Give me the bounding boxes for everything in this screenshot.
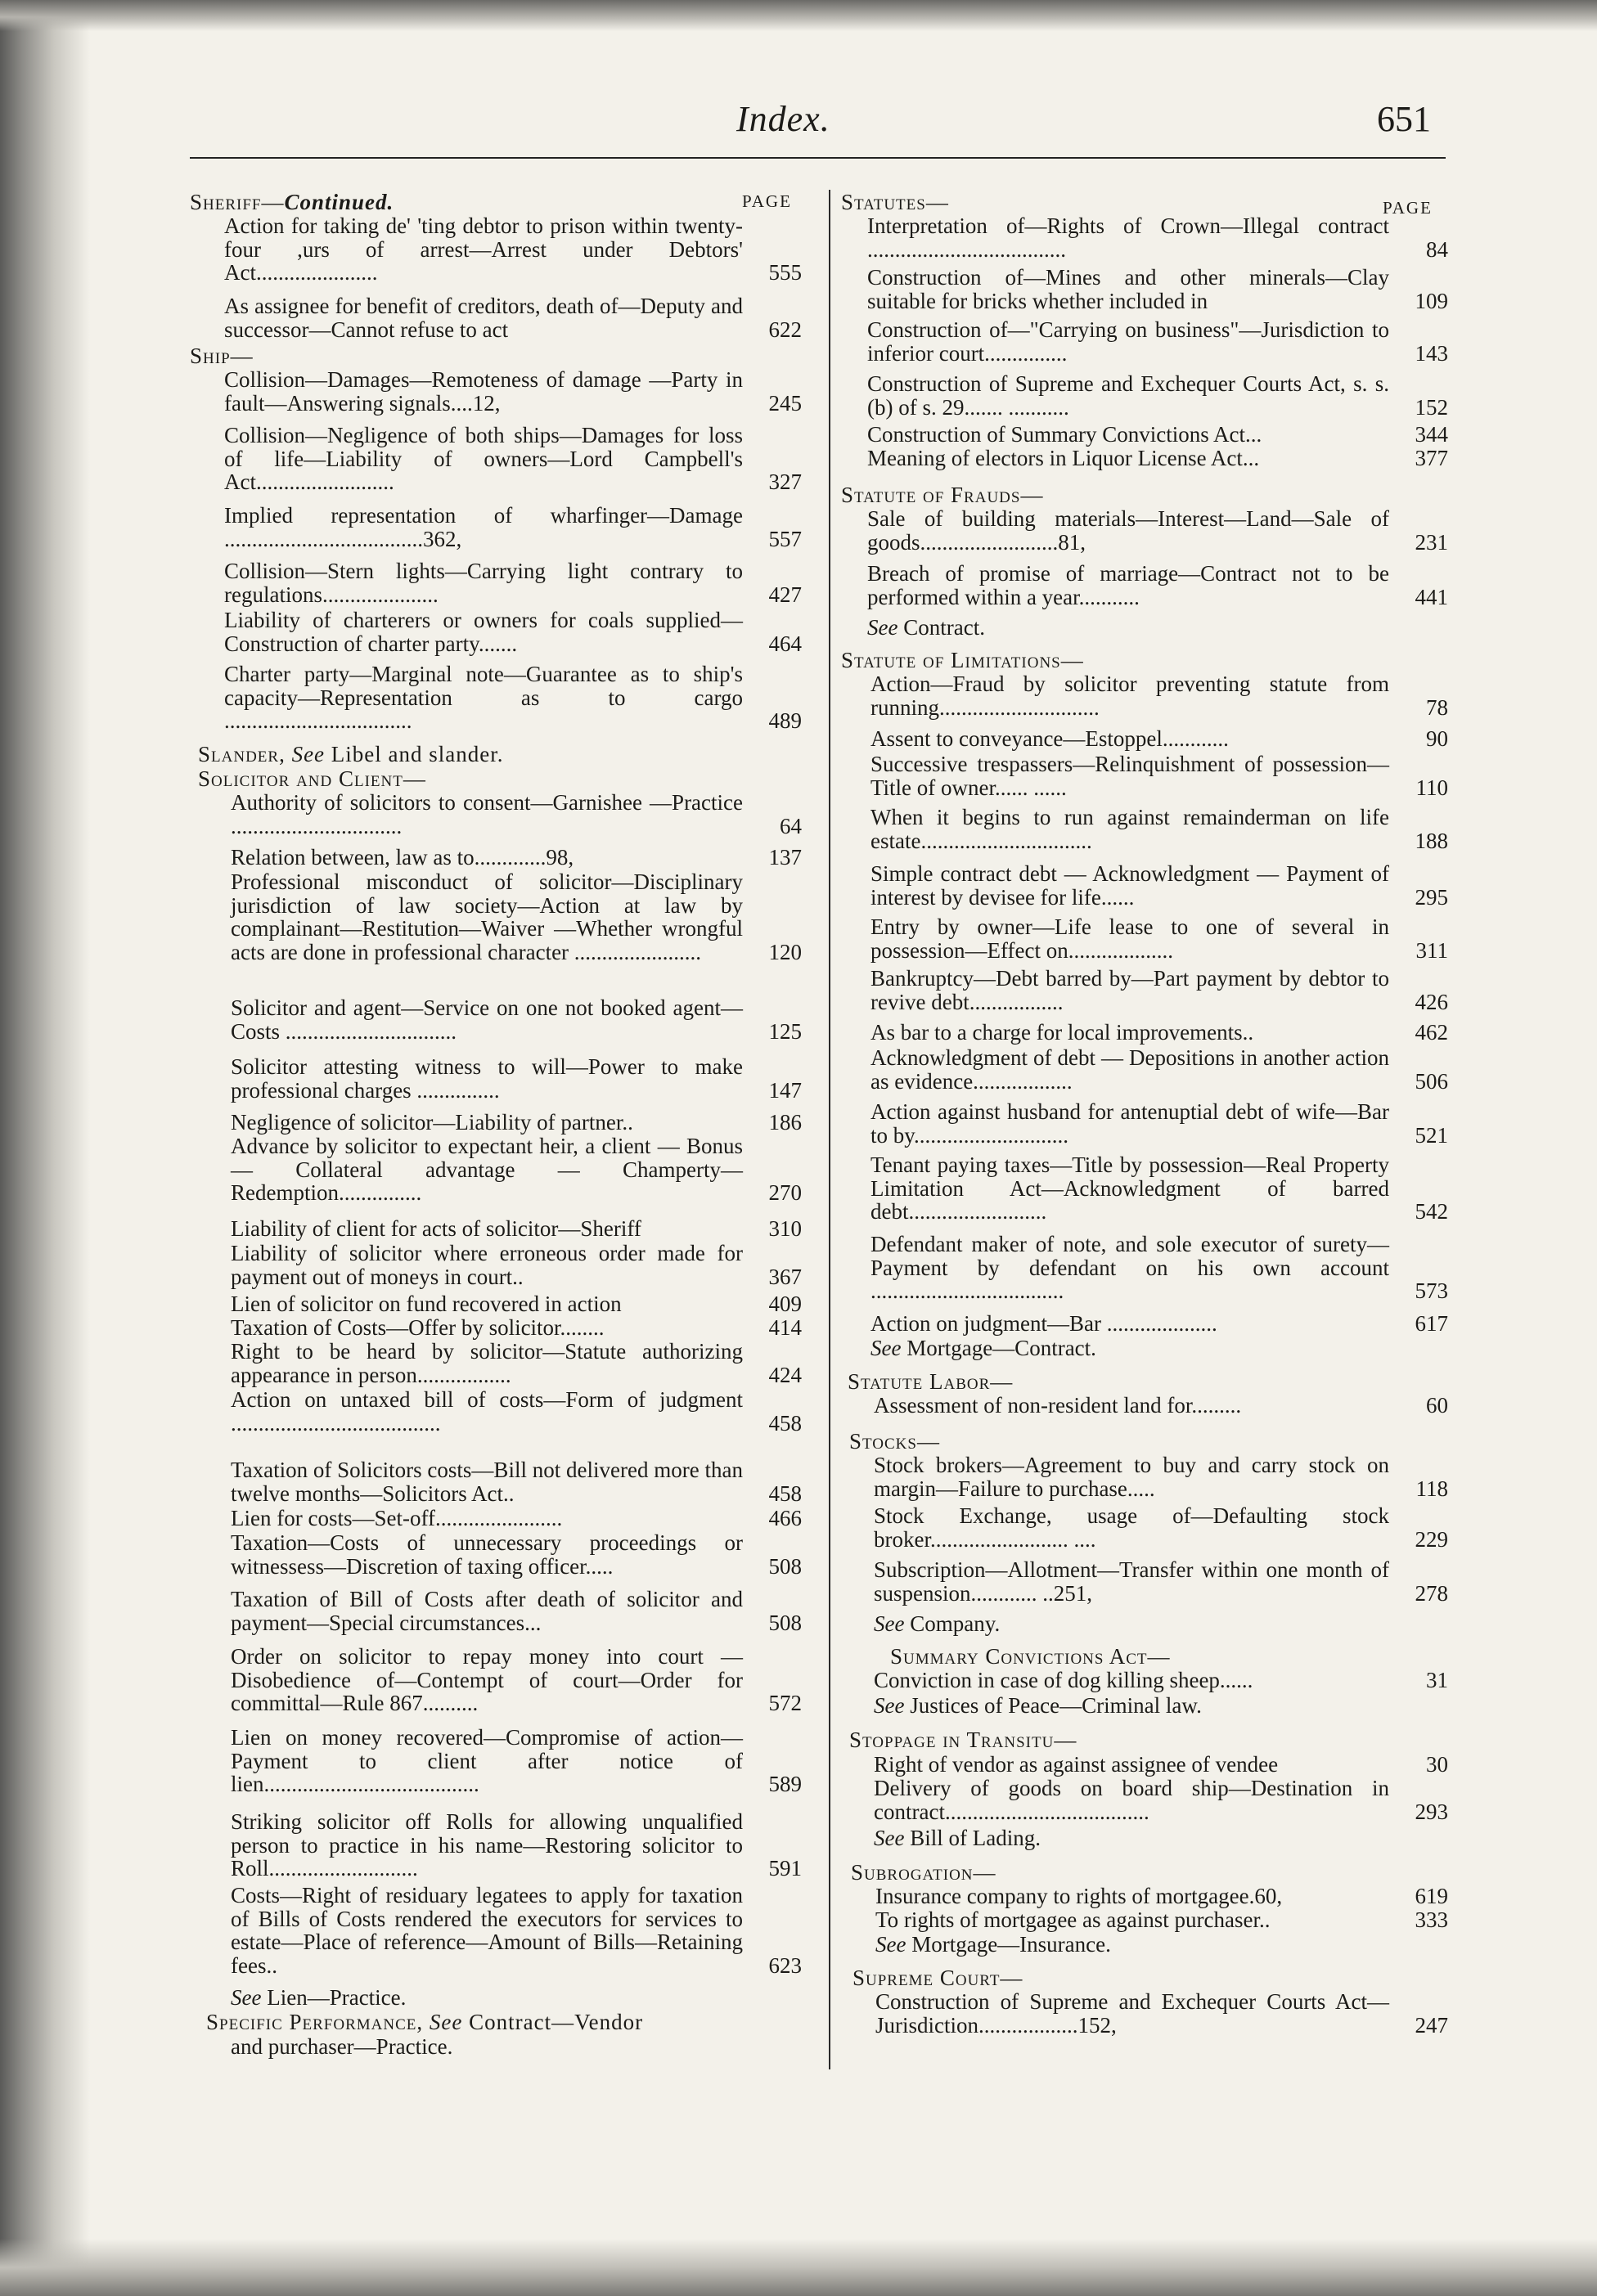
index-heading-sheriff: Sheriff—Continued. bbox=[190, 190, 394, 214]
index-entry: Taxation of Costs—Offer by solicitor........ 414 bbox=[231, 1315, 802, 1340]
see-also-continuation: and purchaser—Practice. bbox=[231, 2034, 453, 2059]
index-entry: Construction of—"Carrying on business"—Jurisdiction to inferior court............... 143 bbox=[867, 317, 1448, 366]
index-entry: As assignee for benefit of creditors, death of—Deputy and successor—Cannot refuse to act 622 bbox=[224, 294, 802, 342]
index-heading-supreme-court: Supreme Court— bbox=[852, 1966, 1023, 1990]
index-entry: Assessment of non-resident land for......... 60 bbox=[874, 1393, 1448, 1418]
index-entry: Solicitor and agent—Service on one not booked agent—Costs ............................... 125 bbox=[231, 995, 802, 1044]
index-entry: Action for taking de' 'ting debtor to prison within twenty-four ,urs of arrest—Arrest under Debtors' Act...................... 555 bbox=[224, 213, 802, 285]
see-also-reference: See Company. bbox=[874, 1611, 1001, 1636]
index-entry: Right of vendor as against assignee of vendee 30 bbox=[874, 1752, 1448, 1777]
index-entry: Right to be heard by solicitor—Statute authorizing appearance in person................. 424 bbox=[231, 1339, 802, 1387]
index-entry: Lien on money recovered—Compromise of action—Payment to client after notice of lien....................................... 589 bbox=[231, 1725, 802, 1797]
index-heading-specific-performance: Specific Performance, See Contract—Vendor bbox=[206, 2010, 644, 2034]
index-entry: Action against husband for antenuptial debt of wife—Bar to by............................ 521 bbox=[870, 1099, 1448, 1148]
column-divider bbox=[829, 190, 830, 2069]
index-entry: Conviction in case of dog killing sheep...... 31 bbox=[874, 1668, 1448, 1692]
index-heading-stocks: Stocks— bbox=[849, 1429, 940, 1454]
scan-edge-bottom bbox=[0, 2239, 1597, 2296]
page-column-label: PAGE bbox=[1383, 198, 1433, 218]
index-entry: Order on solicitor to repay money into court —Disobedience of—Contempt of court—Order for committal—Rule 867.......... 572 bbox=[231, 1644, 802, 1716]
see-also-reference: See Justices of Peace—Criminal law. bbox=[874, 1693, 1202, 1718]
see-also-reference: See Mortgage—Contract. bbox=[870, 1336, 1096, 1360]
index-heading-statutes: Statutes— bbox=[841, 190, 949, 214]
index-entry: Interpretation of—Rights of Crown—Illegal contract .................................... 84 bbox=[867, 213, 1448, 262]
index-heading-solicitor-and-client: Solicitor and Client— bbox=[198, 766, 426, 791]
index-entry: Collision—Negligence of both ships—Damages for loss of life—Liability of owners—Lord Campbell's Act......................... 327 bbox=[224, 423, 802, 495]
index-entry: Simple contract debt — Acknowledgment — Payment of interest by devisee for life...... 295 bbox=[870, 861, 1448, 910]
index-entry: Construction of Supreme and Exchequer Courts Act—Jurisdiction..................152, 247 bbox=[875, 1989, 1448, 2038]
index-entry: Assent to conveyance—Estoppel............ 90 bbox=[870, 726, 1448, 751]
see-also-reference: See Contract. bbox=[867, 615, 985, 640]
index-heading-stoppage-in-transitu: Stoppage in Transitu— bbox=[849, 1728, 1077, 1752]
index-entry: Striking solicitor off Rolls for allowing unqualified person to practice in his name—Restoring solicitor to Roll........................... 591 bbox=[231, 1809, 802, 1881]
index-entry: Construction of—Mines and other minerals—Clay suitable for bricks whether included in 109 bbox=[867, 265, 1448, 313]
index-entry: Action on untaxed bill of costs—Form of judgment ...................................... 458 bbox=[231, 1387, 802, 1436]
index-entry: Tenant paying taxes—Title by possession—Real Property Limitation Act—Acknowledgment of barred debt......................... 542 bbox=[870, 1152, 1448, 1224]
index-heading-subrogation: Subrogation— bbox=[851, 1860, 996, 1885]
page-title: Index. bbox=[736, 99, 830, 139]
index-heading-statute-labor: Statute Labor— bbox=[848, 1369, 1014, 1394]
index-entry: Relation between, law as to.............98, 137 bbox=[231, 845, 802, 869]
see-also-reference: See Bill of Lading. bbox=[874, 1826, 1041, 1850]
index-entry: Lien for costs—Set-off....................... 466 bbox=[231, 1506, 802, 1530]
index-heading-statute-of-frauds: Statute of Frauds— bbox=[841, 483, 1044, 507]
index-entry: Costs—Right of residuary legatees to apply for taxation of Bills of Costs rendered the executors for services to estate—Place of reference—Amount of Bills—Retaining fees.. 623 bbox=[231, 1883, 802, 1978]
index-entry: Liability of solicitor where erroneous order made for payment out of moneys in court.. 367 bbox=[231, 1241, 802, 1289]
see-also-reference: See Mortgage—Insurance. bbox=[875, 1932, 1111, 1957]
index-entry: To rights of mortgagee as against purchaser.. 333 bbox=[875, 1907, 1448, 1932]
index-entry: Delivery of goods on board ship—Destination in contract..................................... 293 bbox=[874, 1776, 1448, 1824]
index-entry: Liability of charterers or owners for coals supplied—Construction of charter party....... 464 bbox=[224, 608, 802, 656]
index-entry: Meaning of electors in Liquor License Act... 377 bbox=[867, 446, 1448, 470]
index-entry: Advance by solicitor to expectant heir, a client — Bonus — Collateral advantage — Champerty—Redemption............... 270 bbox=[231, 1134, 802, 1206]
index-entry: Stock brokers—Agreement to buy and carry stock on margin—Failure to purchase..... 118 bbox=[874, 1453, 1448, 1501]
index-entry: As bar to a charge for local improvements.. 462 bbox=[870, 1020, 1448, 1045]
index-entry: Lien of solicitor on fund recovered in action 409 bbox=[231, 1292, 802, 1316]
index-entry: Taxation of Solicitors costs—Bill not delivered more than twelve months—Solicitors Act.. 458 bbox=[231, 1458, 802, 1506]
see-also-reference: See Lien—Practice. bbox=[231, 1985, 407, 2010]
index-entry: Action—Fraud by solicitor preventing statute from running............................. 78 bbox=[870, 672, 1448, 720]
index-entry: Insurance company to rights of mortgagee.60, 619 bbox=[875, 1884, 1448, 1908]
index-heading-ship: Ship— bbox=[190, 344, 254, 368]
index-heading-slander: Slander, See Libel and slander. bbox=[198, 742, 504, 766]
index-entry: Stock Exchange, usage of—Defaulting stock broker......................... .... 229 bbox=[874, 1503, 1448, 1552]
index-entry: Acknowledgment of debt — Depositions in another action as evidence.................. 506 bbox=[870, 1045, 1448, 1094]
index-entry: Sale of building materials—Interest—Land—Sale of goods.........................81, 231 bbox=[867, 506, 1448, 555]
index-entry: Liability of client for acts of solicitor—Sheriff 310 bbox=[231, 1216, 802, 1241]
index-entry: Professional misconduct of solicitor—Disciplinary jurisdiction of law society—Action at law by complainant—Restitution—Waiver —Whether wrongful acts are done in professional character ....................... 120 bbox=[231, 869, 802, 964]
index-entry: Collision—Damages—Remoteness of damage —Party in fault—Answering signals....12, 245 bbox=[224, 367, 802, 416]
page-number: 651 bbox=[1377, 99, 1431, 139]
index-entry: Taxation of Bill of Costs after death of solicitor and payment—Special circumstances... 508 bbox=[231, 1587, 802, 1635]
index-heading-statute-of-limitations: Statute of Limitations— bbox=[841, 648, 1084, 672]
index-entry: Defendant maker of note, and sole executor of surety—Payment by defendant on his own account ................................... 573 bbox=[870, 1232, 1448, 1304]
index-entry: Implied representation of wharfinger—Damage ....................................362, 557 bbox=[224, 503, 802, 551]
index-entry: Subscription—Allotment—Transfer within one month of suspension............ ..251, 278 bbox=[874, 1557, 1448, 1606]
header-rule bbox=[190, 157, 1446, 159]
index-entry: Entry by owner—Life lease to one of several in possession—Effect on................... 311 bbox=[870, 914, 1448, 963]
index-entry: Successive trespassers—Relinquishment of possession—Title of owner...... ...... 110 bbox=[870, 752, 1448, 800]
index-entry: Negligence of solicitor—Liability of partner.. 186 bbox=[231, 1110, 802, 1135]
index-entry: Authority of solicitors to consent—Garnishee —Practice ............................... 64 bbox=[231, 790, 802, 838]
index-entry: Collision—Stern lights—Carrying light contrary to regulations..................... 427 bbox=[224, 559, 802, 607]
scan-edge-top bbox=[0, 0, 1597, 31]
index-entry: Solicitor attesting witness to will—Power to make professional charges ............... 147 bbox=[231, 1054, 802, 1103]
index-entry: Action on judgment—Bar .................... 617 bbox=[870, 1311, 1448, 1336]
page-column-label: PAGE bbox=[742, 191, 792, 211]
index-heading-summary-convictions-act: Summary Convictions Act— bbox=[890, 1644, 1171, 1669]
index-entry: Bankruptcy—Debt barred by—Part payment by debtor to revive debt................. 426 bbox=[870, 966, 1448, 1014]
index-entry: Taxation—Costs of unnecessary proceedings or witnessess—Discretion of taxing officer..... 508 bbox=[231, 1530, 802, 1579]
index-entry: Construction of Summary Convictions Act... 344 bbox=[867, 422, 1448, 447]
index-entry: Breach of promise of marriage—Contract not to be performed within a year........... 441 bbox=[867, 561, 1448, 609]
index-entry: Charter party—Marginal note—Guarantee as to ship's capacity—Representation as to cargo .................................. 489 bbox=[224, 662, 802, 734]
index-entry: When it begins to run against remainderman on life estate............................... 188 bbox=[870, 805, 1448, 853]
scan-edge-left bbox=[0, 0, 90, 2296]
index-entry: Construction of Supreme and Exchequer Courts Act, s. s. (b) of s. 29....... ........... 152 bbox=[867, 371, 1448, 420]
